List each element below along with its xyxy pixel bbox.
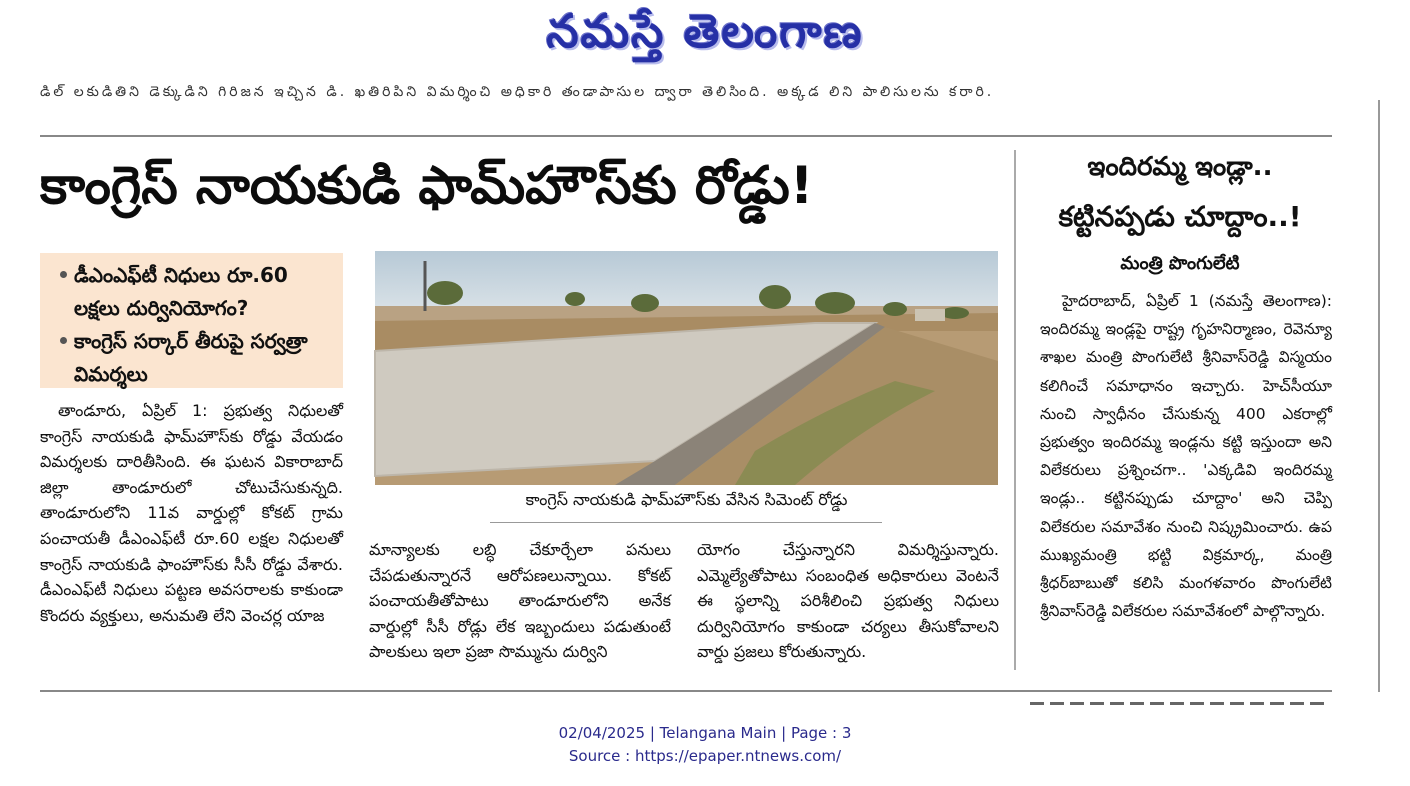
road-photo-illustration: [375, 251, 998, 485]
page-edge-divider: [1378, 100, 1380, 692]
bullet-icon: [60, 271, 67, 278]
masthead-title: నమస్తే తెలంగాణ: [546, 4, 864, 58]
cut-off-bottom-text: [1030, 699, 1330, 709]
column-divider: [1014, 150, 1016, 670]
newspaper-masthead: [0, 0, 1410, 80]
side-headline-line-1: ఇందిరమ్మ ఇండ్లా..: [1087, 152, 1273, 182]
bottom-divider: [40, 690, 1332, 692]
main-headline: కాంగ్రెస్ నాయకుడి ఫామ్‌హౌస్‌కు రోడ్డు!: [40, 156, 814, 216]
article-column-3: యోగం చేస్తున్నారని విమర్శిస్తున్నారు. ఎమ్మెల్యేతోపాటు సంబంధిత అధికారులు వెంటనే ఈ స్థలాన్ని పరిశీలించి ప్రభుత్వ నిధులు దుర్వినియోగం కాకుండా చర్యలు తీసుకోవాలని వార్డు ప్రజలు కోరుతున్నారు.: [697, 540, 999, 662]
photo-caption: కాంగ్రెస్ నాయకుడి ఫామ్‌హౌస్‌కు వేసిన సిమెంట్ రోడ్డు: [525, 490, 848, 509]
article-column-2: మాన్యాలకు లబ్ధి చేకూర్చేలా పనులు చేపడుతున్నారనే ఆరోపణలున్నాయి. కోకట్ పంచాయతీతోపాటు తాండూరులోని అనేక వార్డుల్లో సీసీ రోడ్లు లేక ఇబ్బందులు పడుతుంటే పాలకులు ఇలా ప్రజా సొమ్మును దుర్విని: [369, 540, 671, 662]
top-divider: [40, 135, 1332, 137]
footer-source: Source : https://epaper.ntnews.com/: [568, 747, 842, 765]
side-headline-line-2: కట్టినప్పడు చూద్దాం..!: [1058, 200, 1302, 233]
side-article-body: హైదరాబాద్, ఏప్రిల్ 1 (నమస్తే తెలంగాణ): ఇందిరమ్మ ఇండ్లపై రాష్ట్ర గృహనిర్మాణం, రెవెన్యూ శాఖల మంత్రి పొంగులేటి శ్రీనివాస్‌రెడ్డి విస్మయం కలిగించే సమాధానం ఇచ్చారు. హెచ్‌సీయూ నుంచి స్వాధీనం చేసుకున్న 400 ఎకరాల్లో ప్రభుత్వం ఇందిరమ్మ ఇండ్లను కట్టి ఇస్తుందా అని విలేకరులు ప్రశ్నించగా.. 'ఎక్కడివి ఇందిరమ్మ ఇండ్లు.. కట్టినప్పుడు చూద్దాం' అని చెప్పి విలేకరుల సమావేశం నుంచి నిష్క్రమించారు. ఉప ముఖ్యమంత్రి భట్టి విక్రమార్క, మంత్రి శ్రీధర్‌బాబుతో కలిసి మంగళవారం పొంగులేటి శ్రీనివాస్‌రెడ్డి విలేకరుల సమావేశంలో పాల్గొన్నారు.: [1040, 292, 1332, 621]
highlight-item: కాంగ్రెస్ సర్కార్ తీరుపై సర్వత్రా విమర్శలు: [60, 325, 335, 391]
article-column-1: తాండూరు, ఏప్రిల్ 1: ప్రభుత్వ నిధులతో కాంగ్రెస్ నాయకుడి ఫామ్‌హౌస్‌కు రోడ్డు వేయడం విమర్శలకు దారితీసింది. ఈ ఘటన వికారాబాద్ జిల్లా తాండూరులో చోటుచేసుకున్నది. తాండూరులోని 11వ వార్డుల్లో కోకట్ గ్రామ పంచాయతీ డీఎంఎఫ్‌టీ రూ.60 లక్షల నిధులతో కాంగ్రెస్ నాయకుడి ఫాంహౌస్‌కు సీసీ రోడ్డు వేశారు. డీఎంఎఫ్‌టీ నిధులు పట్టణ అవసరాలకు కాకుండా కొందరు వ్యక్తులు, అనుమతి లేని వెంచర్ల యాజ: [40, 401, 343, 625]
bullet-icon: [60, 337, 67, 344]
caption-divider: [490, 522, 882, 523]
cut-off-text-line: డిల్ లకుడితిని డెక్కుడిని గిరిజన ఇచ్చిన డి. ఖతిరిపిని విమర్శించి అధికారి తండాపాసుల ద్వారా తెలిసింది. అక్కడ లిని పాలిసులను కరారి.: [40, 84, 995, 100]
news-photo: [375, 251, 998, 485]
side-byline: మంత్రి పొంగులేటి: [1120, 253, 1240, 274]
footer-date-page: 02/04/2025 | Telangana Main | Page : 3: [558, 724, 852, 742]
highlights-box: [40, 253, 343, 388]
highlight-item: డీఎంఎఫ్‌టీ నిధులు రూ.60 లక్షలు దుర్వినియోగం?: [60, 259, 335, 325]
